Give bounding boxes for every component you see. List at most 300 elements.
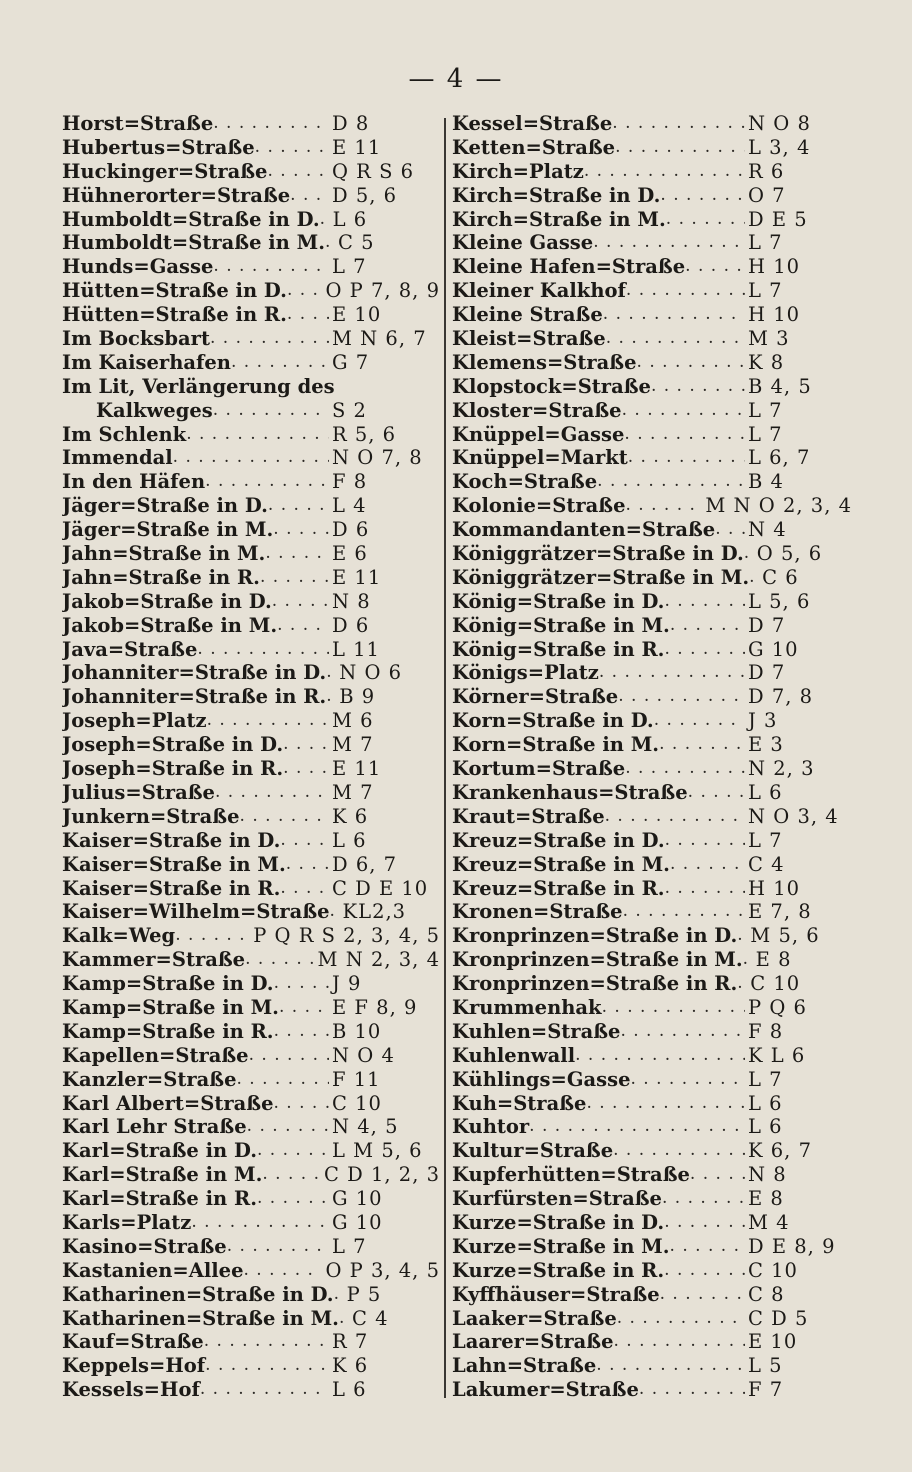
dot-leader bbox=[231, 351, 329, 375]
dot-leader bbox=[207, 709, 329, 733]
grid-reference: R 5, 6 bbox=[332, 422, 397, 446]
grid-reference: O P 7, 8, 9 bbox=[325, 279, 440, 303]
grid-reference: B 4 bbox=[748, 470, 784, 494]
grid-reference: N 8 bbox=[332, 589, 371, 613]
dot-leader bbox=[213, 399, 329, 423]
dot-leader bbox=[664, 590, 745, 614]
street-entry bbox=[452, 590, 852, 614]
street-entry bbox=[452, 566, 852, 590]
street-entry bbox=[452, 1163, 852, 1187]
dot-leader bbox=[274, 972, 329, 996]
grid-reference: E 11 bbox=[332, 565, 382, 589]
street-name: Kreuz=Straße in D. bbox=[452, 828, 665, 852]
street-entry bbox=[452, 1068, 852, 1092]
street-entry bbox=[452, 900, 852, 924]
grid-reference: L 6 bbox=[332, 1378, 367, 1402]
street-name: Kurfürsten=Straße bbox=[452, 1187, 662, 1211]
street-entry bbox=[62, 375, 440, 399]
grid-reference: L 6 bbox=[748, 1115, 783, 1139]
street-name: Königgrätzer=Straße in D. bbox=[452, 542, 744, 566]
street-name: Jahn=Straße in R. bbox=[62, 565, 260, 589]
grid-reference: P Q 6 bbox=[748, 995, 807, 1019]
dot-leader bbox=[255, 136, 329, 160]
street-name: Karls=Platz bbox=[62, 1210, 192, 1234]
street-entry bbox=[62, 160, 440, 184]
street-entry bbox=[62, 900, 440, 924]
street-entry bbox=[452, 1020, 852, 1044]
dot-leader bbox=[173, 446, 329, 470]
grid-reference: L 7 bbox=[748, 231, 783, 255]
street-entry bbox=[62, 1020, 440, 1044]
street-entry bbox=[62, 948, 440, 972]
dot-leader bbox=[186, 423, 329, 447]
grid-reference: G 10 bbox=[332, 1210, 383, 1234]
street-name: Kyffhäuser=Straße bbox=[452, 1282, 660, 1306]
dot-leader bbox=[191, 1211, 329, 1235]
street-entry bbox=[62, 112, 440, 136]
street-name: Julius=Straße bbox=[62, 780, 215, 804]
street-entry bbox=[62, 1354, 440, 1378]
dot-leader bbox=[273, 1092, 329, 1116]
dot-leader bbox=[205, 470, 329, 494]
dot-leader bbox=[596, 1354, 745, 1378]
street-entry bbox=[452, 1115, 852, 1139]
grid-reference: S 2 bbox=[332, 398, 367, 422]
street-name: Kronprinzen=Straße in M. bbox=[452, 948, 743, 972]
street-entry bbox=[62, 1259, 440, 1283]
street-name: Im Bocksbart bbox=[62, 327, 210, 351]
street-entry bbox=[62, 1044, 440, 1068]
grid-reference: C 10 bbox=[748, 1258, 798, 1282]
dot-leader bbox=[240, 805, 329, 829]
grid-reference: B 10 bbox=[332, 1019, 382, 1043]
street-name: König=Straße in R. bbox=[452, 637, 665, 661]
street-name: In den Häfen bbox=[62, 470, 206, 494]
street-entry bbox=[452, 1378, 852, 1402]
street-entry bbox=[452, 1259, 852, 1283]
street-name: Johanniter=Straße in R. bbox=[62, 685, 327, 709]
street-name: Kastanien=Allee bbox=[62, 1258, 244, 1282]
street-name: Krankenhaus=Straße bbox=[452, 780, 688, 804]
street-name: Kuhlen=Straße bbox=[452, 1019, 621, 1043]
grid-reference: F 7 bbox=[748, 1378, 784, 1402]
grid-reference: E 7, 8 bbox=[748, 900, 812, 924]
dot-leader bbox=[210, 327, 329, 351]
dot-leader bbox=[623, 900, 745, 924]
dot-leader bbox=[287, 279, 323, 303]
dot-leader bbox=[257, 1139, 329, 1163]
street-entry bbox=[62, 1187, 440, 1211]
street-entry bbox=[62, 279, 440, 303]
grid-reference: L 5, 6 bbox=[748, 589, 811, 613]
dot-leader bbox=[274, 1020, 329, 1044]
dot-leader bbox=[205, 1354, 329, 1378]
grid-reference: D 6 bbox=[332, 613, 370, 637]
street-name: Kühlings=Gasse bbox=[452, 1067, 631, 1091]
dot-leader bbox=[265, 542, 329, 566]
dot-leader bbox=[334, 1283, 344, 1307]
street-name: Kurze=Straße in D. bbox=[452, 1210, 665, 1234]
street-entry bbox=[452, 1354, 852, 1378]
dot-leader bbox=[615, 136, 745, 160]
grid-reference: J 9 bbox=[332, 972, 362, 996]
street-name: Kirch=Platz bbox=[452, 159, 584, 183]
street-name: Kleiner Kalkhof bbox=[452, 279, 626, 303]
grid-reference: P Q R S 2, 3, 4, 5 bbox=[253, 924, 440, 948]
dot-leader bbox=[320, 208, 330, 232]
dot-leader bbox=[622, 399, 745, 423]
grid-reference: L 7 bbox=[748, 422, 783, 446]
dot-leader bbox=[200, 1378, 329, 1402]
street-name: Junkern=Straße bbox=[62, 804, 240, 828]
grid-reference: L 7 bbox=[748, 398, 783, 422]
grid-reference: E 10 bbox=[332, 303, 382, 327]
street-entry bbox=[452, 279, 852, 303]
street-entry bbox=[62, 1283, 440, 1307]
street-name: Körner=Straße bbox=[452, 685, 619, 709]
street-entry bbox=[62, 1378, 440, 1402]
dot-leader bbox=[670, 853, 745, 877]
street-name: Kuh=Straße bbox=[452, 1091, 587, 1115]
street-entry bbox=[452, 1235, 852, 1259]
grid-reference: K 8 bbox=[748, 350, 785, 374]
grid-reference: E F 8, 9 bbox=[332, 995, 418, 1019]
street-name: Hühnerorter=Straße bbox=[62, 183, 291, 207]
dot-leader bbox=[280, 829, 329, 853]
grid-reference: C D E 10 bbox=[332, 876, 429, 900]
grid-reference: E 3 bbox=[748, 733, 784, 757]
dot-leader bbox=[617, 1307, 745, 1331]
street-name: Königs=Platz bbox=[452, 661, 599, 685]
street-name: Kalk=Weg bbox=[62, 924, 176, 948]
dot-leader bbox=[651, 375, 745, 399]
street-entry bbox=[62, 1139, 440, 1163]
street-entry bbox=[452, 208, 852, 232]
street-entry bbox=[452, 1211, 852, 1235]
grid-reference: E 8 bbox=[755, 948, 792, 972]
dot-leader bbox=[213, 255, 329, 279]
street-entry bbox=[452, 136, 852, 160]
dot-leader bbox=[605, 805, 745, 829]
street-name: Laarer=Straße bbox=[452, 1330, 614, 1354]
street-name: Horst=Straße bbox=[62, 112, 214, 135]
grid-reference: L 6 bbox=[748, 1091, 783, 1115]
grid-reference: C 4 bbox=[351, 1306, 389, 1330]
street-name: Kurze=Straße in M. bbox=[452, 1234, 670, 1258]
dot-leader bbox=[665, 829, 745, 853]
grid-reference: B 9 bbox=[339, 685, 376, 709]
street-name: Kuhlenwall bbox=[452, 1043, 576, 1067]
grid-reference: H 10 bbox=[748, 876, 801, 900]
dot-leader bbox=[637, 351, 745, 375]
street-name: Kirch=Straße in D. bbox=[452, 183, 661, 207]
dot-leader bbox=[175, 924, 250, 948]
right-column bbox=[452, 112, 852, 1402]
street-name: Kaiser=Straße in R. bbox=[62, 876, 281, 900]
grid-reference bbox=[345, 375, 440, 399]
street-entry bbox=[62, 1307, 440, 1331]
street-entry bbox=[62, 805, 440, 829]
street-name: Kreuz=Straße in M. bbox=[452, 852, 670, 876]
street-entry bbox=[62, 566, 440, 590]
street-entry bbox=[62, 638, 440, 662]
dot-leader bbox=[670, 1235, 745, 1259]
grid-reference: N O 8 bbox=[748, 112, 811, 135]
street-entry bbox=[62, 1163, 440, 1187]
grid-reference: D 7 bbox=[748, 613, 786, 637]
street-entry bbox=[62, 972, 440, 996]
street-entry bbox=[452, 948, 852, 972]
street-name: Joseph=Straße in D. bbox=[62, 733, 284, 757]
street-name: König=Straße in M. bbox=[452, 613, 670, 637]
street-entry bbox=[452, 996, 852, 1020]
dot-leader bbox=[290, 184, 329, 208]
street-name: Kauf=Straße bbox=[62, 1330, 204, 1354]
street-entry bbox=[452, 423, 852, 447]
dot-leader bbox=[326, 661, 336, 685]
street-name: Kuhtor bbox=[452, 1115, 530, 1139]
grid-reference: C D 5 bbox=[748, 1306, 809, 1330]
grid-reference: N 4 bbox=[748, 518, 787, 542]
dot-leader bbox=[260, 566, 329, 590]
street-name: Klemens=Straße bbox=[452, 350, 637, 374]
grid-reference: N O 4 bbox=[332, 1043, 395, 1067]
street-entry bbox=[62, 1211, 440, 1235]
street-name: Kultur=Straße bbox=[452, 1139, 614, 1163]
dot-leader bbox=[330, 900, 340, 924]
street-entry bbox=[452, 924, 852, 948]
street-name: Kirch=Straße in M. bbox=[452, 207, 666, 231]
street-name: Kapellen=Straße bbox=[62, 1043, 249, 1067]
grid-reference: N 4, 5 bbox=[332, 1115, 399, 1139]
street-entry bbox=[452, 399, 852, 423]
grid-reference: M N 2, 3, 4 bbox=[317, 948, 440, 972]
grid-reference: L 7 bbox=[748, 279, 783, 303]
grid-reference: O 5, 6 bbox=[756, 542, 823, 566]
grid-reference: D 6 bbox=[332, 518, 370, 542]
grid-reference: H 10 bbox=[748, 303, 801, 327]
street-name: Jakob=Straße in D. bbox=[62, 589, 272, 613]
street-entry bbox=[452, 375, 852, 399]
grid-reference: D 6, 7 bbox=[332, 852, 398, 876]
grid-reference: B 4, 5 bbox=[748, 374, 812, 398]
dot-leader bbox=[628, 446, 745, 470]
dot-leader bbox=[715, 518, 745, 542]
street-name: Im Kaiserhafen bbox=[62, 350, 231, 374]
grid-reference: M 4 bbox=[748, 1210, 790, 1234]
grid-reference: D 5, 6 bbox=[332, 183, 398, 207]
dot-leader bbox=[257, 1187, 329, 1211]
street-name: Kammer=Straße bbox=[62, 948, 246, 972]
grid-reference: K 6, 7 bbox=[748, 1139, 812, 1163]
dot-leader bbox=[666, 208, 745, 232]
grid-reference: N O 3, 4 bbox=[748, 804, 839, 828]
dot-leader bbox=[529, 1115, 745, 1139]
grid-reference: E 8 bbox=[748, 1187, 784, 1211]
street-name: Lahn=Straße bbox=[452, 1354, 597, 1378]
street-entry bbox=[452, 972, 852, 996]
street-entry bbox=[452, 1044, 852, 1068]
street-name: Kalkweges bbox=[96, 398, 213, 422]
grid-reference: C 4 bbox=[748, 852, 785, 876]
street-entry bbox=[62, 518, 440, 542]
street-entry bbox=[452, 805, 852, 829]
street-entry bbox=[452, 184, 852, 208]
grid-reference: L 3, 4 bbox=[748, 135, 811, 159]
street-name: Ketten=Straße bbox=[452, 135, 616, 159]
street-name: Huckinger=Straße bbox=[62, 159, 268, 183]
street-entry bbox=[452, 829, 852, 853]
dot-leader bbox=[664, 638, 745, 662]
grid-reference: J 3 bbox=[748, 709, 778, 733]
dot-leader bbox=[326, 685, 336, 709]
dot-leader bbox=[625, 757, 745, 781]
grid-reference: R 7 bbox=[332, 1330, 369, 1354]
grid-reference: K 6 bbox=[332, 804, 369, 828]
street-entry bbox=[62, 255, 440, 279]
grid-reference: L 7 bbox=[332, 1234, 367, 1258]
street-name: Knüppel=Gasse bbox=[452, 422, 625, 446]
dot-leader bbox=[737, 972, 747, 996]
dot-leader bbox=[593, 231, 745, 255]
street-entry bbox=[62, 733, 440, 757]
street-name: Kraut=Straße bbox=[452, 804, 605, 828]
street-name: Kleine Hafen=Straße bbox=[452, 255, 686, 279]
street-name: Keppels=Hof bbox=[62, 1354, 206, 1378]
grid-reference: O 7 bbox=[748, 183, 786, 207]
dot-leader bbox=[277, 614, 329, 638]
street-name: Jahn=Straße in M. bbox=[62, 542, 266, 566]
street-entry bbox=[62, 446, 440, 470]
street-name: Karl=Straße in M. bbox=[62, 1163, 263, 1187]
street-entry bbox=[452, 757, 852, 781]
street-name: Kaiser=Straße in D. bbox=[62, 828, 281, 852]
street-entry bbox=[62, 709, 440, 733]
dot-leader bbox=[743, 948, 753, 972]
grid-reference: D 7 bbox=[748, 661, 786, 685]
dot-leader bbox=[659, 733, 745, 757]
grid-reference: M 3 bbox=[748, 327, 790, 351]
street-entry bbox=[62, 924, 440, 948]
street-name: Java=Straße bbox=[62, 637, 198, 661]
grid-reference: K 6 bbox=[332, 1354, 369, 1378]
street-entry bbox=[62, 1115, 440, 1139]
dot-leader bbox=[685, 255, 745, 279]
street-name: Klopstock=Straße bbox=[452, 374, 651, 398]
street-name: Katharinen=Straße in D. bbox=[62, 1282, 334, 1306]
dot-leader bbox=[273, 518, 329, 542]
grid-reference: C 10 bbox=[750, 972, 801, 996]
street-name: Kupferhütten=Straße bbox=[452, 1163, 690, 1187]
dot-leader bbox=[197, 638, 329, 662]
grid-reference: C 10 bbox=[332, 1091, 382, 1115]
street-entry bbox=[62, 303, 440, 327]
street-entry bbox=[452, 614, 852, 638]
street-entry bbox=[62, 877, 440, 901]
grid-reference: L 11 bbox=[332, 637, 380, 661]
grid-reference: M N 6, 7 bbox=[332, 327, 427, 351]
street-entry bbox=[62, 614, 440, 638]
street-entry bbox=[62, 853, 440, 877]
dot-leader bbox=[268, 494, 329, 518]
street-name: Kommandanten=Straße bbox=[452, 518, 716, 542]
grid-reference: P 5 bbox=[346, 1282, 382, 1306]
grid-reference: L 6 bbox=[332, 828, 367, 852]
grid-reference: F 8 bbox=[748, 1019, 784, 1043]
column-divider bbox=[444, 118, 446, 1398]
street-entry bbox=[452, 231, 852, 255]
street-entry bbox=[62, 685, 440, 709]
street-entry bbox=[452, 518, 852, 542]
street-name: Kloster=Straße bbox=[452, 398, 622, 422]
street-name: Kessels=Hof bbox=[62, 1378, 200, 1402]
grid-reference: D 8 bbox=[332, 112, 370, 135]
dot-leader bbox=[245, 948, 314, 972]
street-name: Kaiser=Straße in M. bbox=[62, 852, 286, 876]
street-name: Kronprinzen=Straße in D. bbox=[452, 924, 738, 948]
street-entry bbox=[62, 829, 440, 853]
street-entry bbox=[452, 542, 852, 566]
street-name: Hütten=Straße in D. bbox=[62, 279, 287, 303]
street-entry bbox=[62, 1068, 440, 1092]
street-name: Kleine Gasse bbox=[452, 231, 594, 255]
grid-reference: N 2, 3 bbox=[748, 757, 815, 781]
dot-leader bbox=[665, 877, 745, 901]
dot-leader bbox=[660, 184, 745, 208]
grid-reference: O P 3, 4, 5 bbox=[325, 1258, 440, 1282]
street-entry bbox=[452, 446, 852, 470]
street-name: Hunds=Gasse bbox=[62, 255, 214, 279]
street-entry bbox=[452, 160, 852, 184]
dot-leader bbox=[664, 1211, 745, 1235]
street-name: Karl Albert=Straße bbox=[62, 1091, 274, 1115]
grid-reference: Q R S 6 bbox=[332, 159, 415, 183]
dot-leader bbox=[575, 1044, 745, 1068]
street-entry bbox=[62, 423, 440, 447]
street-name: Krummenhak bbox=[452, 995, 602, 1019]
dot-leader bbox=[660, 1283, 745, 1307]
grid-reference: M 7 bbox=[332, 780, 374, 804]
grid-reference: L 6 bbox=[748, 780, 783, 804]
street-entry bbox=[452, 112, 852, 136]
street-name: Immendal bbox=[62, 446, 173, 470]
dot-leader bbox=[262, 1163, 321, 1187]
dot-leader bbox=[325, 231, 335, 255]
left-column bbox=[62, 112, 440, 1402]
street-name: Kanzler=Straße bbox=[62, 1067, 237, 1091]
dot-leader bbox=[749, 566, 759, 590]
street-name: Im Schlenk bbox=[62, 422, 187, 446]
street-name: Joseph=Platz bbox=[62, 709, 207, 733]
street-entry bbox=[452, 303, 852, 327]
grid-reference: N 8 bbox=[748, 1163, 787, 1187]
dot-leader bbox=[744, 542, 754, 566]
grid-reference: L 5 bbox=[748, 1354, 783, 1378]
dot-leader bbox=[654, 709, 745, 733]
street-name: Joseph=Straße in R. bbox=[62, 757, 284, 781]
grid-reference: M 5, 6 bbox=[750, 924, 820, 948]
street-entry bbox=[62, 327, 440, 351]
dot-leader bbox=[603, 303, 745, 327]
dot-leader bbox=[267, 160, 329, 184]
street-entry bbox=[452, 327, 852, 351]
dot-leader bbox=[249, 1044, 329, 1068]
street-name: Königgrätzer=Straße in M. bbox=[452, 565, 750, 589]
grid-reference: C D 1, 2, 3 bbox=[324, 1163, 440, 1187]
street-name: Korn=Straße in D. bbox=[452, 709, 654, 733]
street-entry bbox=[62, 470, 440, 494]
grid-reference: N O 6 bbox=[339, 661, 403, 685]
